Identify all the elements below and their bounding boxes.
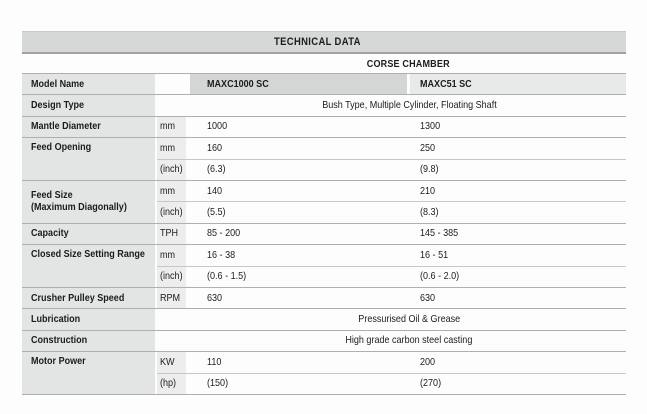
motor-power-hp-col2: (270)	[420, 377, 442, 390]
crusher-pulley-speed-unit: RPM	[157, 287, 186, 308]
closed-size-inch-col1: (0.6 - 1.5)	[207, 270, 247, 283]
row-divider	[22, 180, 626, 181]
closed-size-inch-col2: (0.6 - 2.0)	[420, 270, 460, 283]
motor-power-unit-kw: KW	[157, 351, 186, 372]
row-divider	[22, 287, 626, 288]
feed-size-mm-col2: 210	[420, 184, 436, 197]
closed-size-mm-col1: 16 - 38	[207, 248, 236, 261]
row-divider	[22, 94, 626, 95]
spec-table	[22, 73, 626, 394]
page-title: TECHNICAL DATA	[273, 36, 361, 48]
feed-opening-mm-col1: 160	[207, 141, 223, 154]
model-name-col2: MAXC51 SC	[410, 73, 626, 94]
feed-opening-mm-col2: 250	[420, 141, 436, 154]
row-divider	[22, 308, 626, 309]
capacity-unit: TPH	[157, 223, 186, 244]
construction-label: Construction	[31, 334, 88, 347]
design-type-value: Bush Type, Multiple Cylinder, Floating Shaft	[321, 99, 497, 112]
construction-value: High grade carbon steel casting	[345, 334, 473, 347]
feed-size-label: Feed Size (Maximum Diagonally)	[31, 189, 127, 214]
motor-power-unit-hp: (hp)	[157, 372, 186, 393]
closed-size-unit-mm: mm	[157, 244, 186, 265]
mantle-diameter-label: Mantle Diameter	[31, 120, 101, 133]
feed-opening-unit-inch: (inch)	[157, 159, 186, 180]
sub-row-divider	[157, 159, 626, 160]
sub-row-divider	[157, 201, 626, 202]
feed-size-inch-col1: (5.5)	[207, 206, 226, 219]
mantle-diameter-col1: 1000	[207, 120, 228, 133]
row-divider	[22, 223, 626, 224]
model-name-label: Model Name	[31, 77, 85, 90]
lubrication-value: Pressurised Oil & Grease	[358, 312, 460, 325]
sub-row-divider	[157, 373, 626, 374]
feed-size-mm-col1: 140	[207, 184, 223, 197]
mantle-diameter-unit: mm	[157, 116, 186, 137]
crusher-pulley-speed-col1: 630	[207, 291, 223, 304]
technical-data-header	[22, 31, 626, 54]
motor-power-label: Motor Power	[31, 355, 86, 368]
row-divider	[22, 244, 626, 245]
lubrication-label: Lubrication	[31, 312, 81, 325]
row-divider	[22, 330, 626, 331]
mantle-diameter-col2: 1300	[420, 120, 441, 133]
design-type-label: Design Type	[31, 99, 85, 112]
motor-power-kw-col2: 200	[420, 355, 436, 368]
feed-opening-unit-mm: mm	[157, 137, 186, 158]
closed-size-mm-col2: 16 - 51	[420, 248, 449, 261]
motor-power-kw-col1: 110	[207, 355, 222, 368]
row-divider	[22, 116, 626, 117]
closed-size-setting-range-label: Closed Size Setting Range	[31, 248, 145, 261]
chamber-group-title: CORSE CHAMBER	[366, 57, 450, 70]
feed-opening-inch-col2: (9.8)	[420, 163, 439, 176]
feed-opening-inch-col1: (6.3)	[207, 163, 226, 176]
capacity-col1: 85 - 200	[207, 227, 241, 240]
sub-row-divider	[157, 266, 626, 267]
motor-power-hp-col1: (150)	[207, 377, 229, 390]
capacity-col2: 145 - 385	[420, 227, 459, 240]
row-divider	[22, 351, 626, 352]
feed-opening-label: Feed Opening	[31, 141, 92, 154]
table-top-border	[22, 73, 626, 74]
capacity-label: Capacity	[31, 227, 69, 240]
closed-size-unit-inch: (inch)	[157, 266, 186, 287]
crusher-pulley-speed-col2: 630	[420, 291, 436, 304]
feed-size-unit-mm: mm	[157, 180, 186, 201]
model-name-col1: MAXC1000 SC	[190, 73, 407, 94]
crusher-pulley-speed-label: Crusher Pulley Speed	[31, 291, 125, 304]
feed-size-unit-inch: (inch)	[157, 201, 186, 222]
chamber-group-header	[190, 55, 626, 72]
row-divider	[22, 137, 626, 138]
table-bottom-border	[22, 394, 626, 395]
feed-size-inch-col2: (8.3)	[420, 206, 439, 219]
